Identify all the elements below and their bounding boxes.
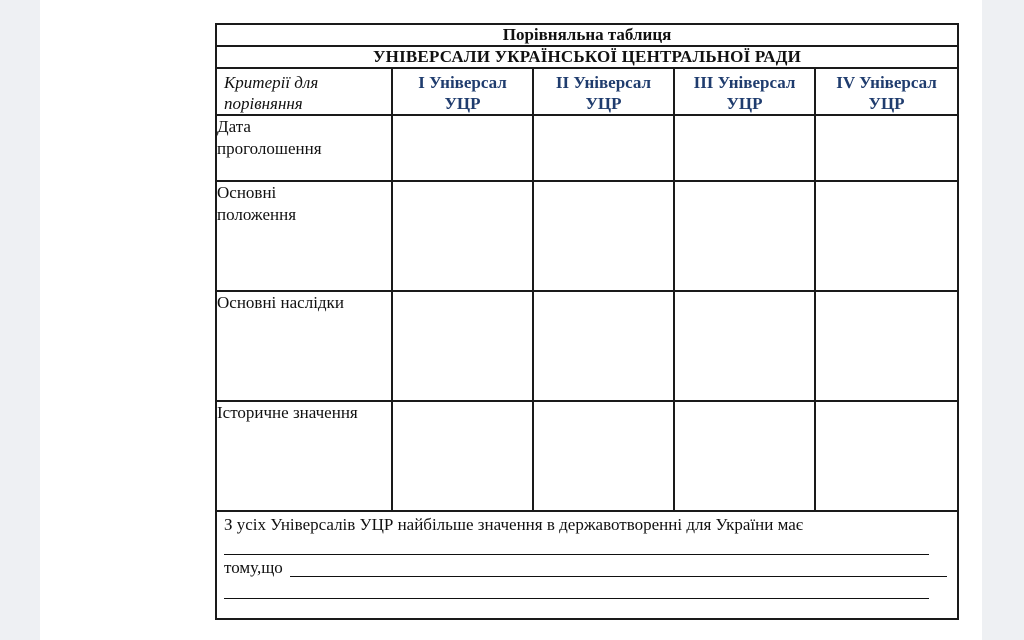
row-label-line: проголошення [217, 139, 322, 158]
comparison-table [215, 23, 959, 620]
criteria-header-line: Критерії для [224, 73, 319, 92]
table-cell[interactable] [815, 291, 958, 401]
column-header-line: УЦР [585, 94, 622, 113]
table-row [216, 181, 958, 291]
row-label-provisions [216, 181, 392, 291]
column-header-line: I Універсал [418, 73, 507, 92]
table-row [216, 291, 958, 401]
column-header-line: УЦР [868, 94, 905, 113]
footer-cell [216, 511, 958, 619]
table-cell[interactable] [815, 115, 958, 181]
row-label-line: Основні [217, 183, 277, 202]
table-cell[interactable] [392, 291, 533, 401]
table-cell[interactable] [392, 115, 533, 181]
column-header-line: УЦР [726, 94, 763, 113]
answer-line-row [224, 536, 950, 558]
table-cell[interactable] [392, 401, 533, 511]
table-cell[interactable] [674, 291, 815, 401]
column-header-line: IV Універсал [836, 73, 937, 92]
table-row [216, 401, 958, 511]
answer-line[interactable] [224, 598, 929, 599]
row-label-line: Дата [217, 117, 251, 136]
document-page [40, 0, 982, 640]
column-header-universal-4 [815, 68, 958, 115]
table-cell[interactable] [392, 181, 533, 291]
criteria-header [216, 68, 392, 115]
column-header-universal-1 [392, 68, 533, 115]
table-row [216, 115, 958, 181]
table-cell[interactable] [815, 401, 958, 511]
table-cell[interactable] [533, 115, 674, 181]
row-label-line: положення [217, 205, 297, 224]
table-cell[interactable] [815, 181, 958, 291]
because-label: тому,що [224, 558, 283, 577]
answer-line-row [224, 558, 950, 580]
column-header-line: III Універсал [693, 73, 796, 92]
column-header-universal-2 [533, 68, 674, 115]
table-cell[interactable] [674, 181, 815, 291]
table-cell[interactable] [533, 181, 674, 291]
row-label-line: Історичне значення [217, 403, 358, 422]
criteria-header-line: порівняння [224, 94, 303, 113]
column-header-line: II Універсал [555, 73, 652, 92]
answer-line[interactable] [224, 554, 929, 555]
footer-statement: З усіх Універсалів УЦР найбільше значення в державотворенні для України має [224, 515, 804, 534]
table-cell[interactable] [674, 115, 815, 181]
row-label-line: Основні наслідки [217, 293, 344, 312]
table-cell[interactable] [533, 291, 674, 401]
answer-line[interactable] [290, 576, 947, 577]
row-label-date [216, 115, 392, 181]
answer-line-row [224, 580, 950, 602]
table-title: Порівняльна таблиця [216, 24, 958, 46]
table-subtitle: УНІВЕРСАЛИ УКРАЇНСЬКОЇ ЦЕНТРАЛЬНОЇ РАДИ [216, 46, 958, 68]
column-header-line: УЦР [444, 94, 481, 113]
table-cell[interactable] [674, 401, 815, 511]
row-label-significance [216, 401, 392, 511]
table-cell[interactable] [533, 401, 674, 511]
row-label-consequences [216, 291, 392, 401]
column-header-universal-3 [674, 68, 815, 115]
